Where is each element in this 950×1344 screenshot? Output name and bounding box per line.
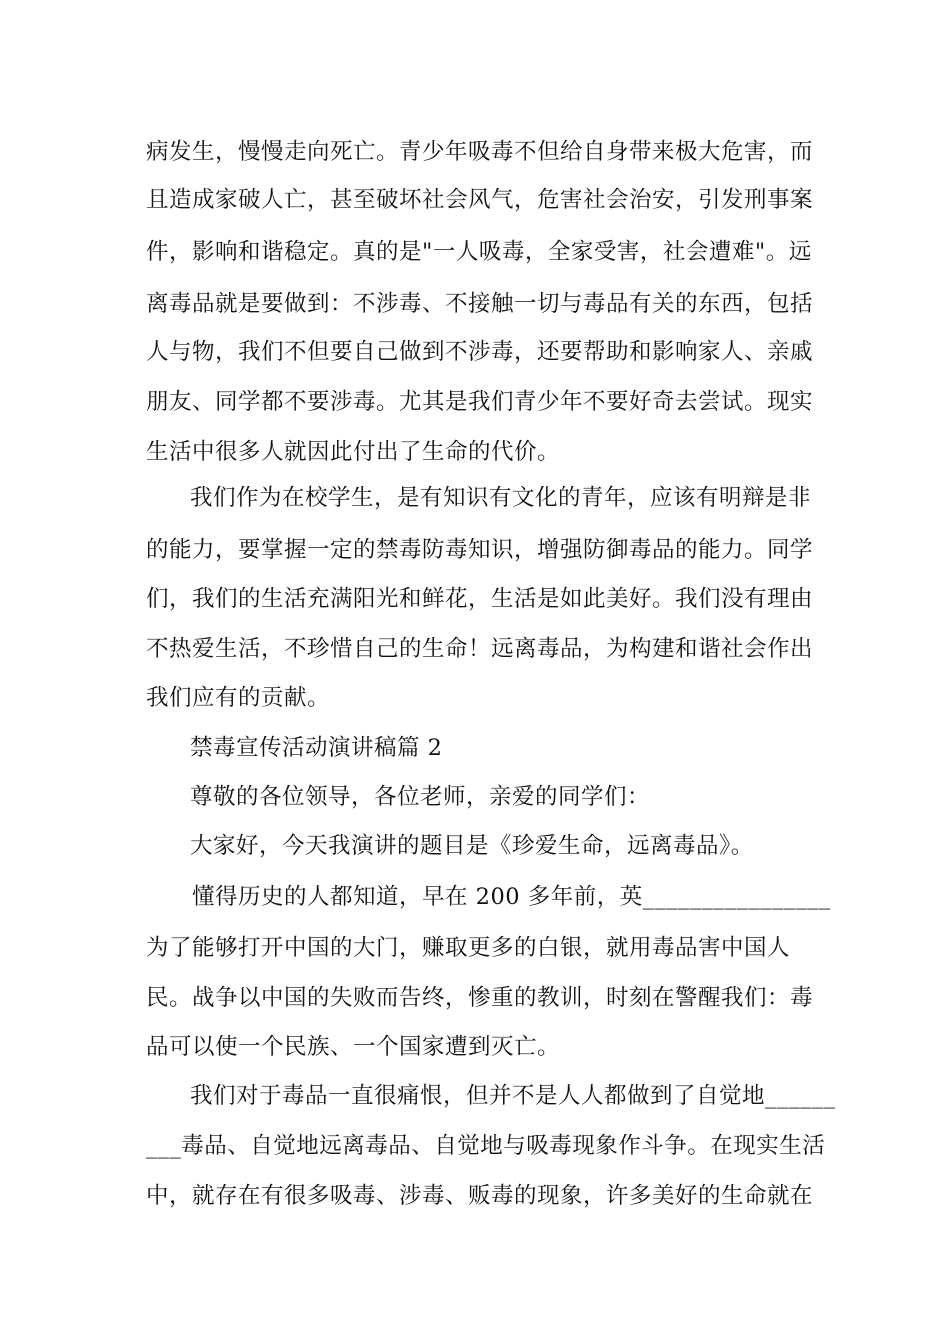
text-line: ___毒品、自觉地远离毒品、自觉地与吸毒现象作斗争。在现实生活: [146, 1133, 826, 1159]
text-line: 们，我们的生活充满阳光和鲜花，生活是如此美好。我们没有理由: [146, 586, 814, 612]
text-line: 朋友、同学都不要涉毒。尤其是我们青少年不要好奇去尝试。现实: [146, 389, 814, 415]
text-line: 件，影响和谐稳定。真的是"一人吸毒，全家受害，社会遭难"。远: [146, 239, 812, 265]
text-line: 人与物，我们不但要自己做到不涉毒，还要帮助和影响家人、亲戚: [146, 339, 814, 365]
paragraph-first-line: 我们对于毒品一直很痛恨，但并不是人人都做到了自觉地______: [190, 1083, 836, 1109]
text-line: 且造成家破人亡，甚至破坏社会风气，危害社会治安，引发刑事案: [146, 187, 814, 213]
paragraph-first-line: 懂得历史的人都知道，早在 200 多年前，英________________: [192, 884, 831, 910]
text-line: 离毒品就是要做到：不涉毒、不接触一切与毒品有关的东西，包括: [146, 291, 814, 317]
text-line: 民。战争以中国的失败而告终，惨重的教训，时刻在警醒我们：毒: [146, 985, 814, 1011]
salutation: 尊敬的各位领导，各位老师，亲爱的同学们：: [190, 784, 651, 810]
text-line: 不热爱生活，不珍惜自己的生命！远离毒品，为构建和谐社会作出: [146, 636, 814, 662]
greeting-line: 大家好，今天我演讲的题目是《珍爱生命，远离毒品》。: [190, 833, 754, 859]
text-line: 中，就存在有很多吸毒、涉毒、贩毒的现象，许多美好的生命就在: [146, 1183, 814, 1209]
text-line: 我们应有的贡献。: [146, 685, 331, 711]
text-line: 病发生，慢慢走向死亡。青少年吸毒不但给自身带来极大危害，而: [146, 139, 814, 165]
text-line: 品可以使一个民族、一个国家遭到灭亡。: [146, 1034, 561, 1060]
text-line: 为了能够打开中国的大门，赚取更多的白银，就用毒品害中国人: [146, 935, 791, 961]
section-heading: 禁毒宣传活动演讲稿篇 2: [190, 735, 443, 761]
text-line: 生活中很多人就因此付出了生命的代价。: [146, 439, 561, 465]
text-line: 的能力，要掌握一定的禁毒防毒知识，增强防御毒品的能力。同学: [146, 537, 814, 563]
paragraph-first-line: 我们作为在校学生，是有知识有文化的青年，应该有明辩是非: [190, 485, 812, 511]
